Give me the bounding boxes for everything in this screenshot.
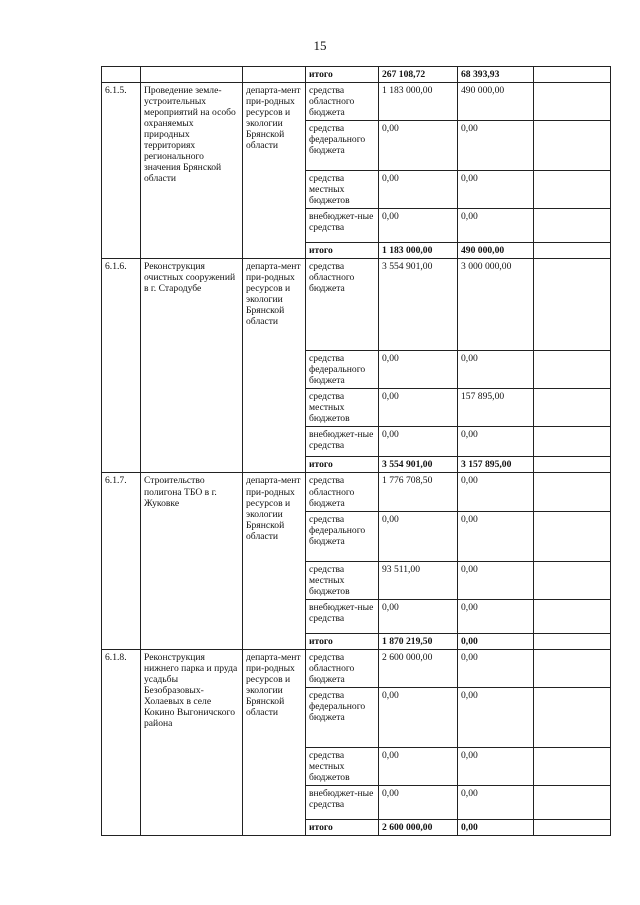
cell-empty (534, 83, 611, 121)
funding-value-1: 0,00 (379, 389, 458, 427)
cell-empty (534, 389, 611, 427)
item-name: Строительство полигона ТБО в г. Жуковке (141, 473, 243, 649)
total-value-2: 490 000,00 (458, 243, 534, 259)
total-value-2: 68 393,93 (458, 67, 534, 83)
funding-value-2: 0,00 (458, 121, 534, 171)
funding-value-2: 0,00 (458, 171, 534, 209)
funding-value-2: 0,00 (458, 209, 534, 243)
item-name: Проведение земле-устроительных мероприятий на особо охраняемых природных территориях регионального значения Брянской области (141, 83, 243, 259)
funding-row (102, 473, 611, 511)
funding-value-2: 0,00 (458, 351, 534, 389)
total-label: итого (306, 457, 379, 473)
total-value-1: 267 108,72 (379, 67, 458, 83)
funding-source: внебюджет-ные средства (306, 785, 379, 819)
funding-value-2: 0,00 (458, 599, 534, 633)
total-value-1: 2 600 000,00 (379, 819, 458, 835)
total-label: итого (306, 67, 379, 83)
funding-value-1: 0,00 (379, 511, 458, 561)
total-value-2: 0,00 (458, 633, 534, 649)
cell-empty (534, 747, 611, 785)
funding-value-1: 1 183 000,00 (379, 83, 458, 121)
cell-empty (102, 67, 141, 83)
funding-value-1: 0,00 (379, 599, 458, 633)
cell-empty (534, 259, 611, 351)
cell-empty (534, 473, 611, 511)
cell-empty (534, 561, 611, 599)
item-name: Реконструкция очистных сооружений в г. Стародубе (141, 259, 243, 473)
total-value-1: 1 870 219,50 (379, 633, 458, 649)
carried-total-row (102, 67, 611, 83)
cell-empty (534, 633, 611, 649)
cell-empty (534, 457, 611, 473)
budget-table-body (102, 67, 611, 836)
funding-source: внебюджет-ные средства (306, 427, 379, 457)
cell-empty (534, 687, 611, 747)
page-number: 15 (313, 38, 327, 53)
cell-empty (534, 511, 611, 561)
item-number: 6.1.6. (102, 259, 141, 473)
total-label: итого (306, 243, 379, 259)
funding-value-2: 0,00 (458, 785, 534, 819)
cell-empty (534, 171, 611, 209)
total-value-2: 0,00 (458, 819, 534, 835)
funding-value-2: 0,00 (458, 473, 534, 511)
funding-source: средства областного бюджета (306, 473, 379, 511)
cell-empty (141, 67, 243, 83)
cell-empty (243, 67, 306, 83)
funding-value-1: 2 600 000,00 (379, 649, 458, 687)
funding-source: средства федерального бюджета (306, 511, 379, 561)
item-number: 6.1.5. (102, 83, 141, 259)
funding-source: средства областного бюджета (306, 83, 379, 121)
total-value-2: 3 157 895,00 (458, 457, 534, 473)
cell-empty (534, 649, 611, 687)
funding-value-1: 0,00 (379, 427, 458, 457)
cell-empty (534, 427, 611, 457)
funding-source: средства федерального бюджета (306, 351, 379, 389)
funding-value-2: 0,00 (458, 649, 534, 687)
funding-value-1: 0,00 (379, 171, 458, 209)
funding-value-1: 0,00 (379, 785, 458, 819)
item-number: 6.1.7. (102, 473, 141, 649)
funding-source: средства местных бюджетов (306, 747, 379, 785)
item-department: департа-мент при-родных ресурсов и экологии Брянской области (243, 259, 306, 473)
funding-source: средства областного бюджета (306, 259, 379, 351)
total-label: итого (306, 819, 379, 835)
funding-value-1: 93 511,00 (379, 561, 458, 599)
cell-empty (534, 243, 611, 259)
funding-value-2: 490 000,00 (458, 83, 534, 121)
funding-source: внебюджет-ные средства (306, 209, 379, 243)
funding-value-2: 0,00 (458, 687, 534, 747)
funding-source: средства федерального бюджета (306, 121, 379, 171)
funding-value-1: 0,00 (379, 351, 458, 389)
funding-row (102, 649, 611, 687)
funding-source: средства местных бюджетов (306, 389, 379, 427)
funding-source: средства областного бюджета (306, 649, 379, 687)
cell-empty (534, 209, 611, 243)
funding-value-1: 0,00 (379, 209, 458, 243)
total-label: итого (306, 633, 379, 649)
item-name: Реконструкция нижнего парка и пруда усадьбы Безобразовых-Холаевых в селе Кокино Выгоничского района (141, 649, 243, 835)
item-department: департа-мент при-родных ресурсов и экологии Брянской области (243, 83, 306, 259)
cell-empty (534, 599, 611, 633)
funding-value-1: 0,00 (379, 747, 458, 785)
funding-source: внебюджет-ные средства (306, 599, 379, 633)
funding-value-1: 0,00 (379, 687, 458, 747)
funding-source: средства федерального бюджета (306, 687, 379, 747)
funding-source: средства местных бюджетов (306, 561, 379, 599)
funding-row (102, 83, 611, 121)
funding-value-2: 157 895,00 (458, 389, 534, 427)
total-value-1: 3 554 901,00 (379, 457, 458, 473)
total-value-1: 1 183 000,00 (379, 243, 458, 259)
funding-value-2: 0,00 (458, 747, 534, 785)
cell-empty (534, 819, 611, 835)
cell-empty (534, 67, 611, 83)
funding-source: средства местных бюджетов (306, 171, 379, 209)
funding-value-1: 0,00 (379, 121, 458, 171)
funding-value-2: 3 000 000,00 (458, 259, 534, 351)
funding-value-1: 3 554 901,00 (379, 259, 458, 351)
item-number: 6.1.8. (102, 649, 141, 835)
cell-empty (534, 121, 611, 171)
budget-table (101, 66, 611, 836)
item-department: департа-мент при-родных ресурсов и экологии Брянской области (243, 649, 306, 835)
cell-empty (534, 785, 611, 819)
funding-value-2: 0,00 (458, 427, 534, 457)
funding-value-2: 0,00 (458, 561, 534, 599)
funding-value-1: 1 776 708,50 (379, 473, 458, 511)
cell-empty (534, 351, 611, 389)
funding-value-2: 0,00 (458, 511, 534, 561)
item-department: департа-мент при-родных ресурсов и экологии Брянской области (243, 473, 306, 649)
funding-row (102, 259, 611, 351)
